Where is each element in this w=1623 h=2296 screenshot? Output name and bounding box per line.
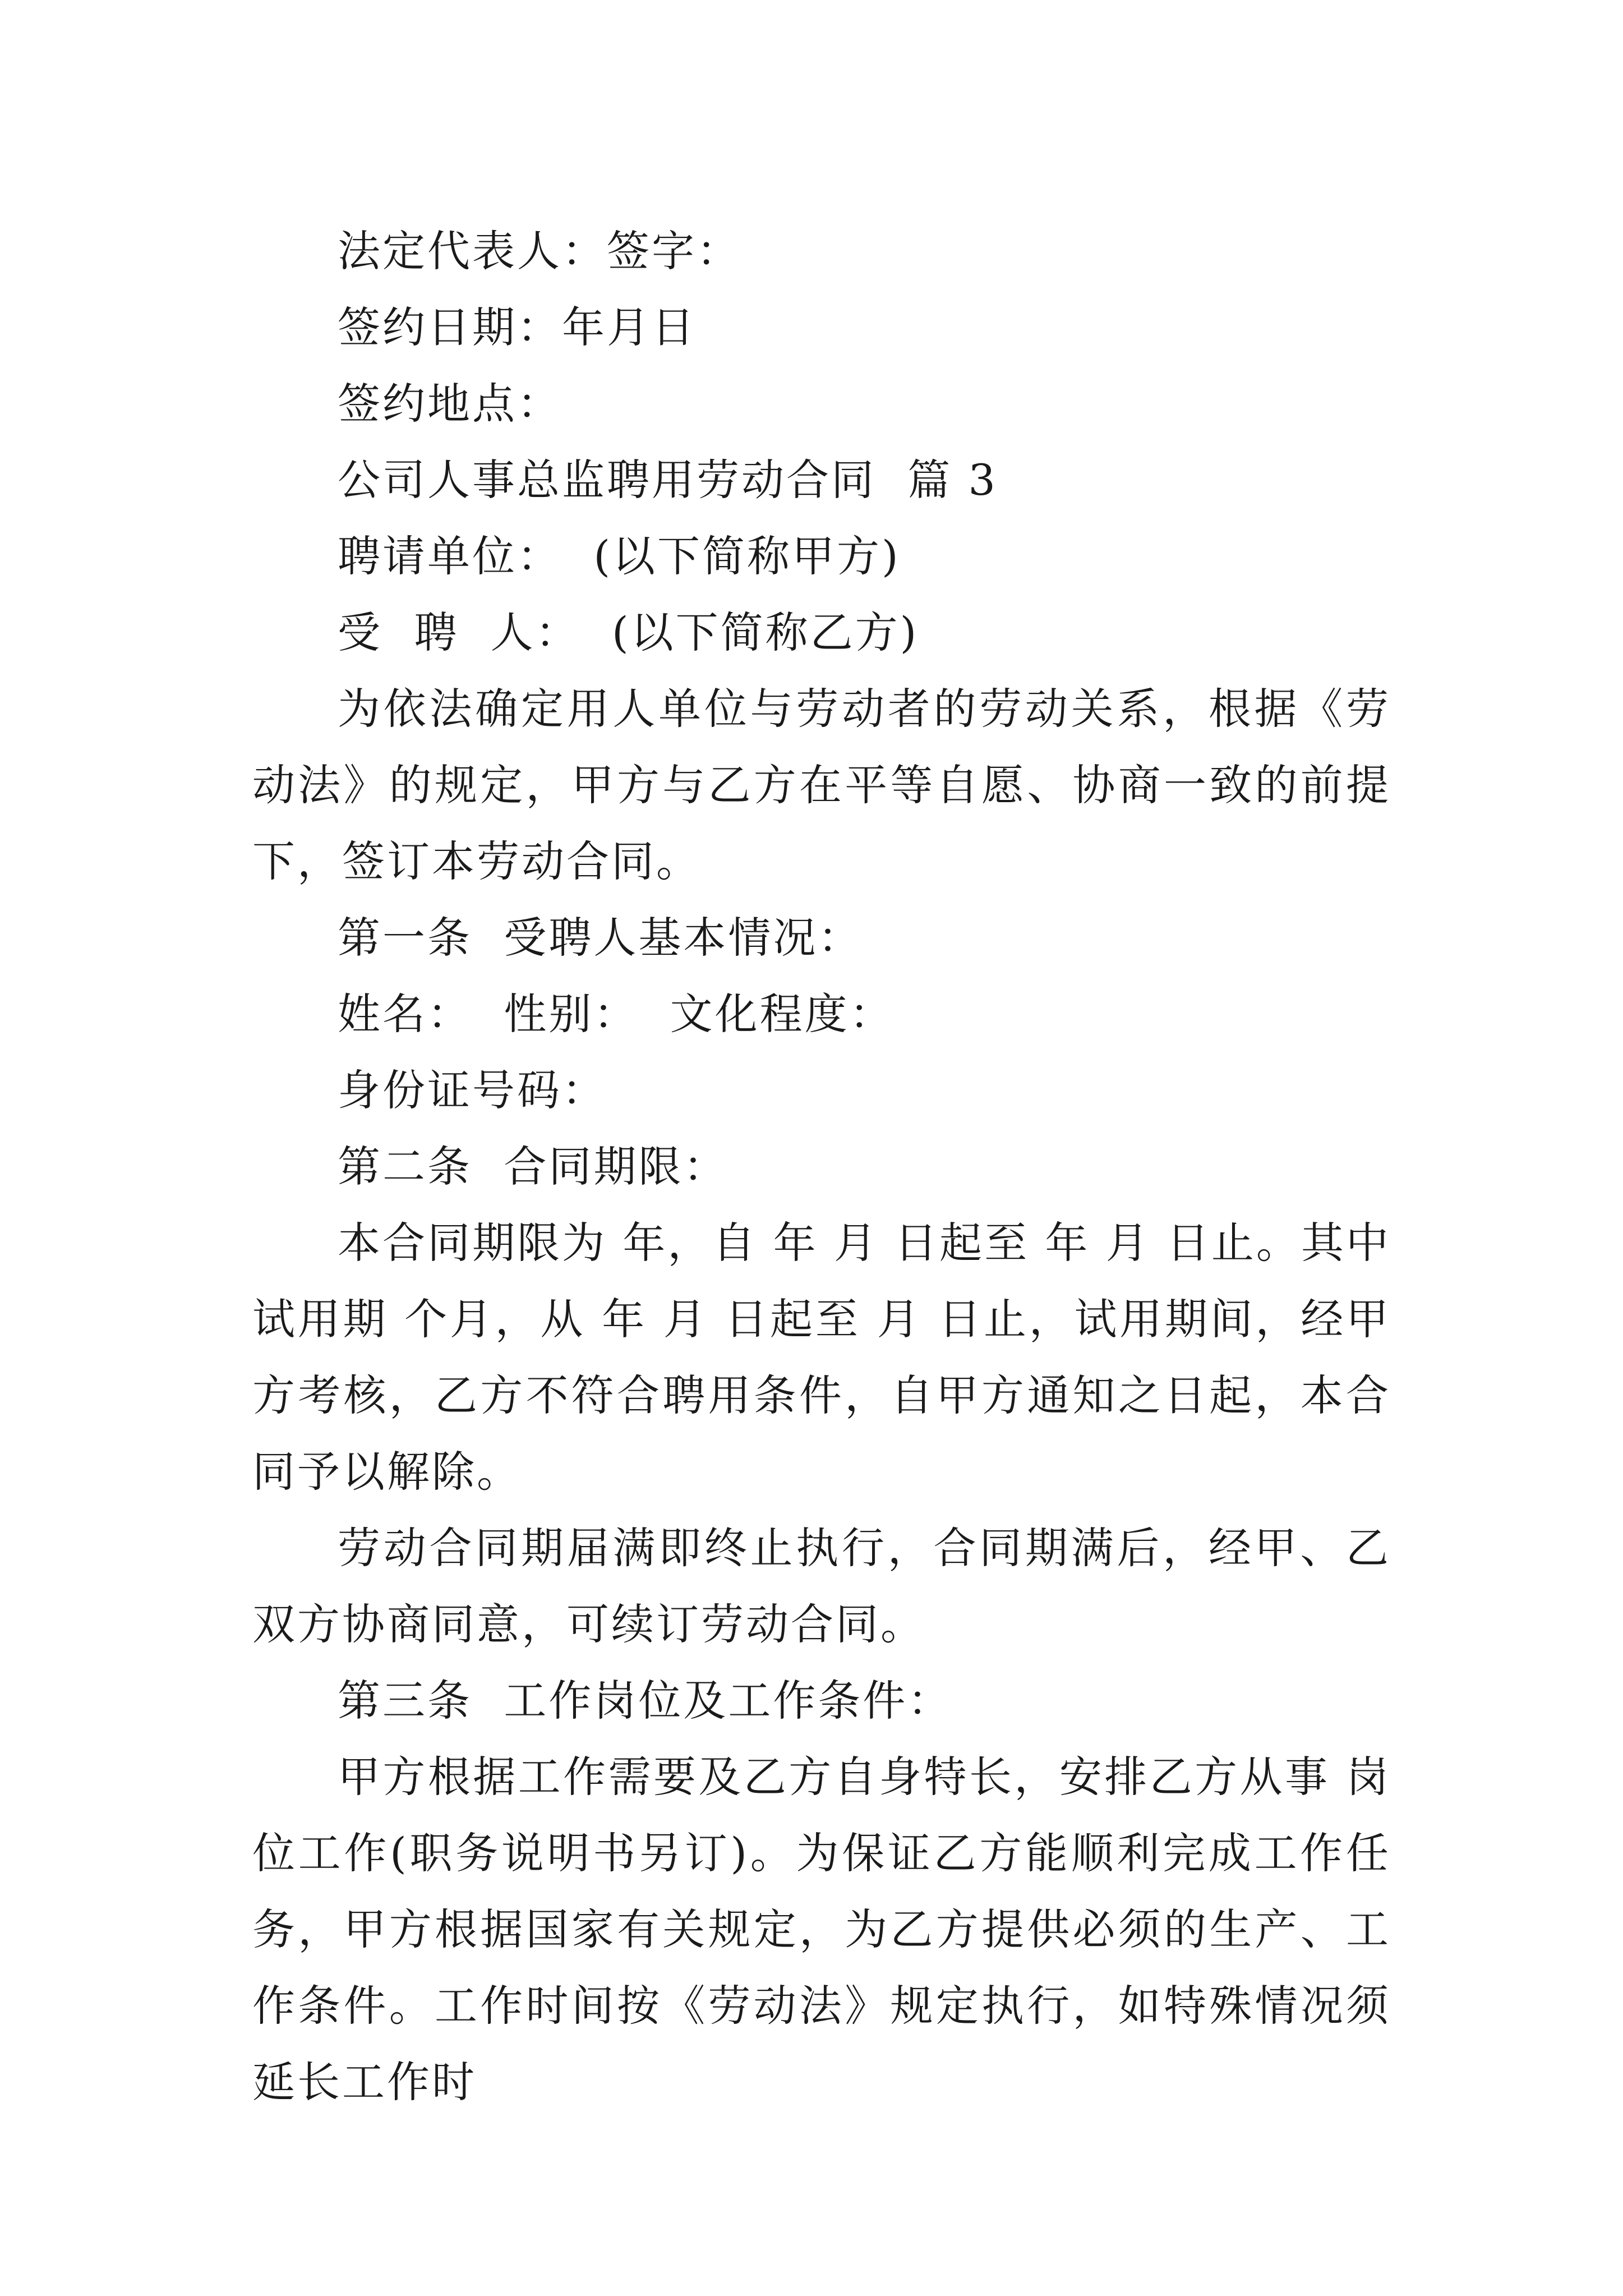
article-1-title: 第一条 受聘人基本情况： [338, 913, 863, 963]
article-3-body: 甲方根据工作需要及乙方自身特长，安排乙方从事 岗位工作(职务说明书另订)。为保证乙方能顺利完成工作任务，甲方根据国家有关规定，为乙方提供必须的生产、工作条件。工作时间按《劳动法》规定执行，如特殊情况须延长工作时 [252, 1752, 1391, 2107]
article-1-id-number: 身份证号码： [338, 1065, 607, 1115]
article-2-body: 本合同期限为 年，自 年 月 日起至 年 月 日止。其中试用期 个月，从 年 月 日起至 月 日止，试用期间，经甲方考核，乙方不符合聘用条件，自甲方通知之日起，本合同予以解除。 [252, 1218, 1391, 1497]
document-body [252, 213, 1391, 2120]
signing-place-line: 签约地点： [338, 379, 562, 429]
intro-paragraph: 为依法确定用人单位与劳动者的劳动关系，根据《劳动法》的规定，甲方与乙方在平等自愿、协商一致的前提下，签订本劳动合同。 [252, 684, 1391, 886]
section-title: 公司人事总监聘用劳动合同 篇 3 [338, 455, 998, 505]
article-2-title: 第二条 合同期限： [338, 1142, 728, 1191]
article-1-fields: 姓名： 性别： 文化程度： [338, 989, 895, 1039]
signing-date-line: 签约日期：年月日 [338, 302, 697, 352]
legal-representative-line: 法定代表人：签字： [338, 226, 741, 276]
employee-line: 受 聘 人： (以下简称乙方) [338, 608, 919, 657]
article-2-renewal: 劳动合同期届满即终止执行，合同期满后，经甲、乙双方协商同意，可续订劳动合同。 [252, 1523, 1391, 1649]
employer-line: 聘请单位： (以下简称甲方) [338, 531, 901, 581]
article-3-title: 第三条 工作岗位及工作条件： [338, 1676, 953, 1726]
